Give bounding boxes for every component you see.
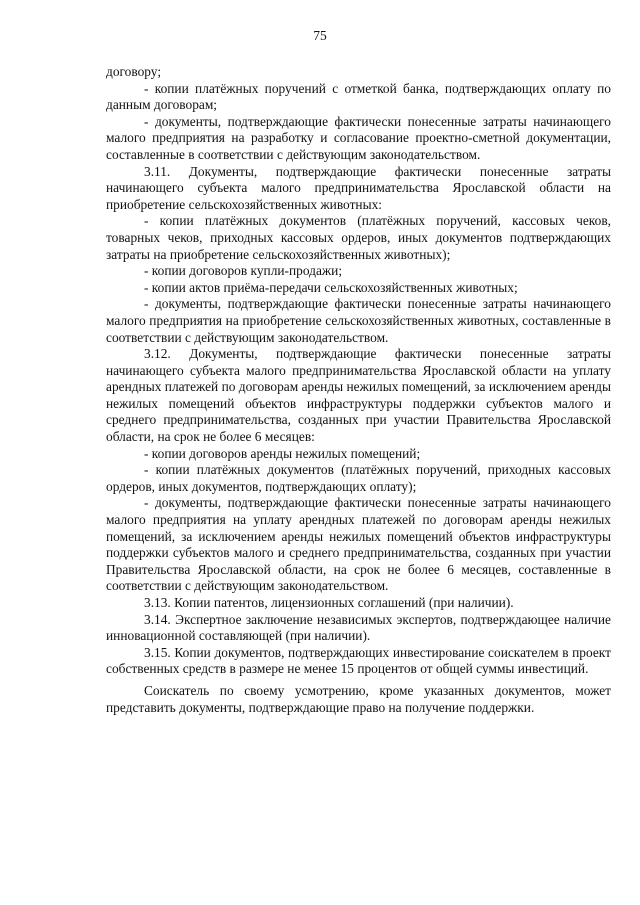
list-item: - копии договоров купли-продажи; bbox=[144, 263, 343, 279]
section-paragraph-3-15: 3.15. Копии документов, подтверждающих инвестирование соискателем в проект собственных средств в размере не менее 15 процентов от общей суммы инвестиций. bbox=[106, 644, 611, 677]
list-item: - копии актов приёма-передачи сельскохозяйственных животных; bbox=[144, 279, 518, 295]
section-paragraph-3-12: 3.12. Документы, подтверждающие фактически понесенные затраты начинающего субъекта малого предпринимательства Ярославской области на уплату арендных платежей по договорам аренды нежилых помещений, за исключением аренды нежилых помещений объектов инфраструктуры поддержки субъектов малого и среднего предпринимательства, созданных при участии Правительства Ярославской области, на срок не более 6 месяцев: bbox=[106, 346, 611, 445]
document-body bbox=[106, 64, 611, 716]
list-item: - документы, подтверждающие фактически понесенные затраты начинающего малого предприятия на уплату арендных платежей по договорам аренды нежилых помещений, за исключением аренды нежилых помещений объектов инфраструктуры поддержки субъектов малого и среднего предпринимательства, созданных при участии Правительства Ярославской области, на срок не более 6 месяцев, составленные в соответствии с действующим законодательством. bbox=[106, 495, 611, 594]
section-paragraph-3-13: 3.13. Копии патентов, лицензионных соглашений (при наличии). bbox=[144, 595, 514, 610]
list-item: - копии платёжных документов (платёжных поручений, приходных кассовых ордеров, иных документов, подтверждающих оплату); bbox=[106, 462, 611, 494]
page-number: 75 bbox=[313, 28, 327, 43]
section-paragraph-3-11: 3.11. Документы, подтверждающие фактически понесенные затраты начинающего субъекта малого предпринимательства Ярославской области на приобретение сельскохозяйственных животных: bbox=[106, 163, 611, 212]
list-item: - копии договоров аренды нежилых помещений; bbox=[144, 445, 421, 461]
list-item: - копии платёжных документов (платёжных поручений, кассовых чеков, товарных чеков, приходных кассовых ордеров, иных документов подтверждающих затраты на приобретение сельскохозяйственных животных); bbox=[106, 213, 611, 262]
closing-paragraph: Соискатель по своему усмотрению, кроме указанных документов, может представить документы, подтверждающие право на получение поддержки. bbox=[106, 682, 611, 715]
list-item: - копии платёжных поручений с отметкой банка, подтверждающих оплату по данным договорам; bbox=[106, 80, 611, 113]
paragraph-continuation: договору; bbox=[106, 64, 162, 79]
section-paragraph-3-14: 3.14. Экспертное заключение независимых экспертов, подтверждающее наличие инновационной составляющей (при наличии). bbox=[106, 611, 611, 644]
list-item: - документы, подтверждающие фактически понесенные затраты начинающего малого предприятия на разработку и согласование проектно-сметной документации, составленные в соответствии с действующим законодательством. bbox=[106, 113, 611, 162]
list-item: - документы, подтверждающие фактически понесенные затраты начинающего малого предприятия на приобретение сельскохозяйственных животных, составленные в соответствии с действующим законодательством. bbox=[106, 296, 611, 345]
